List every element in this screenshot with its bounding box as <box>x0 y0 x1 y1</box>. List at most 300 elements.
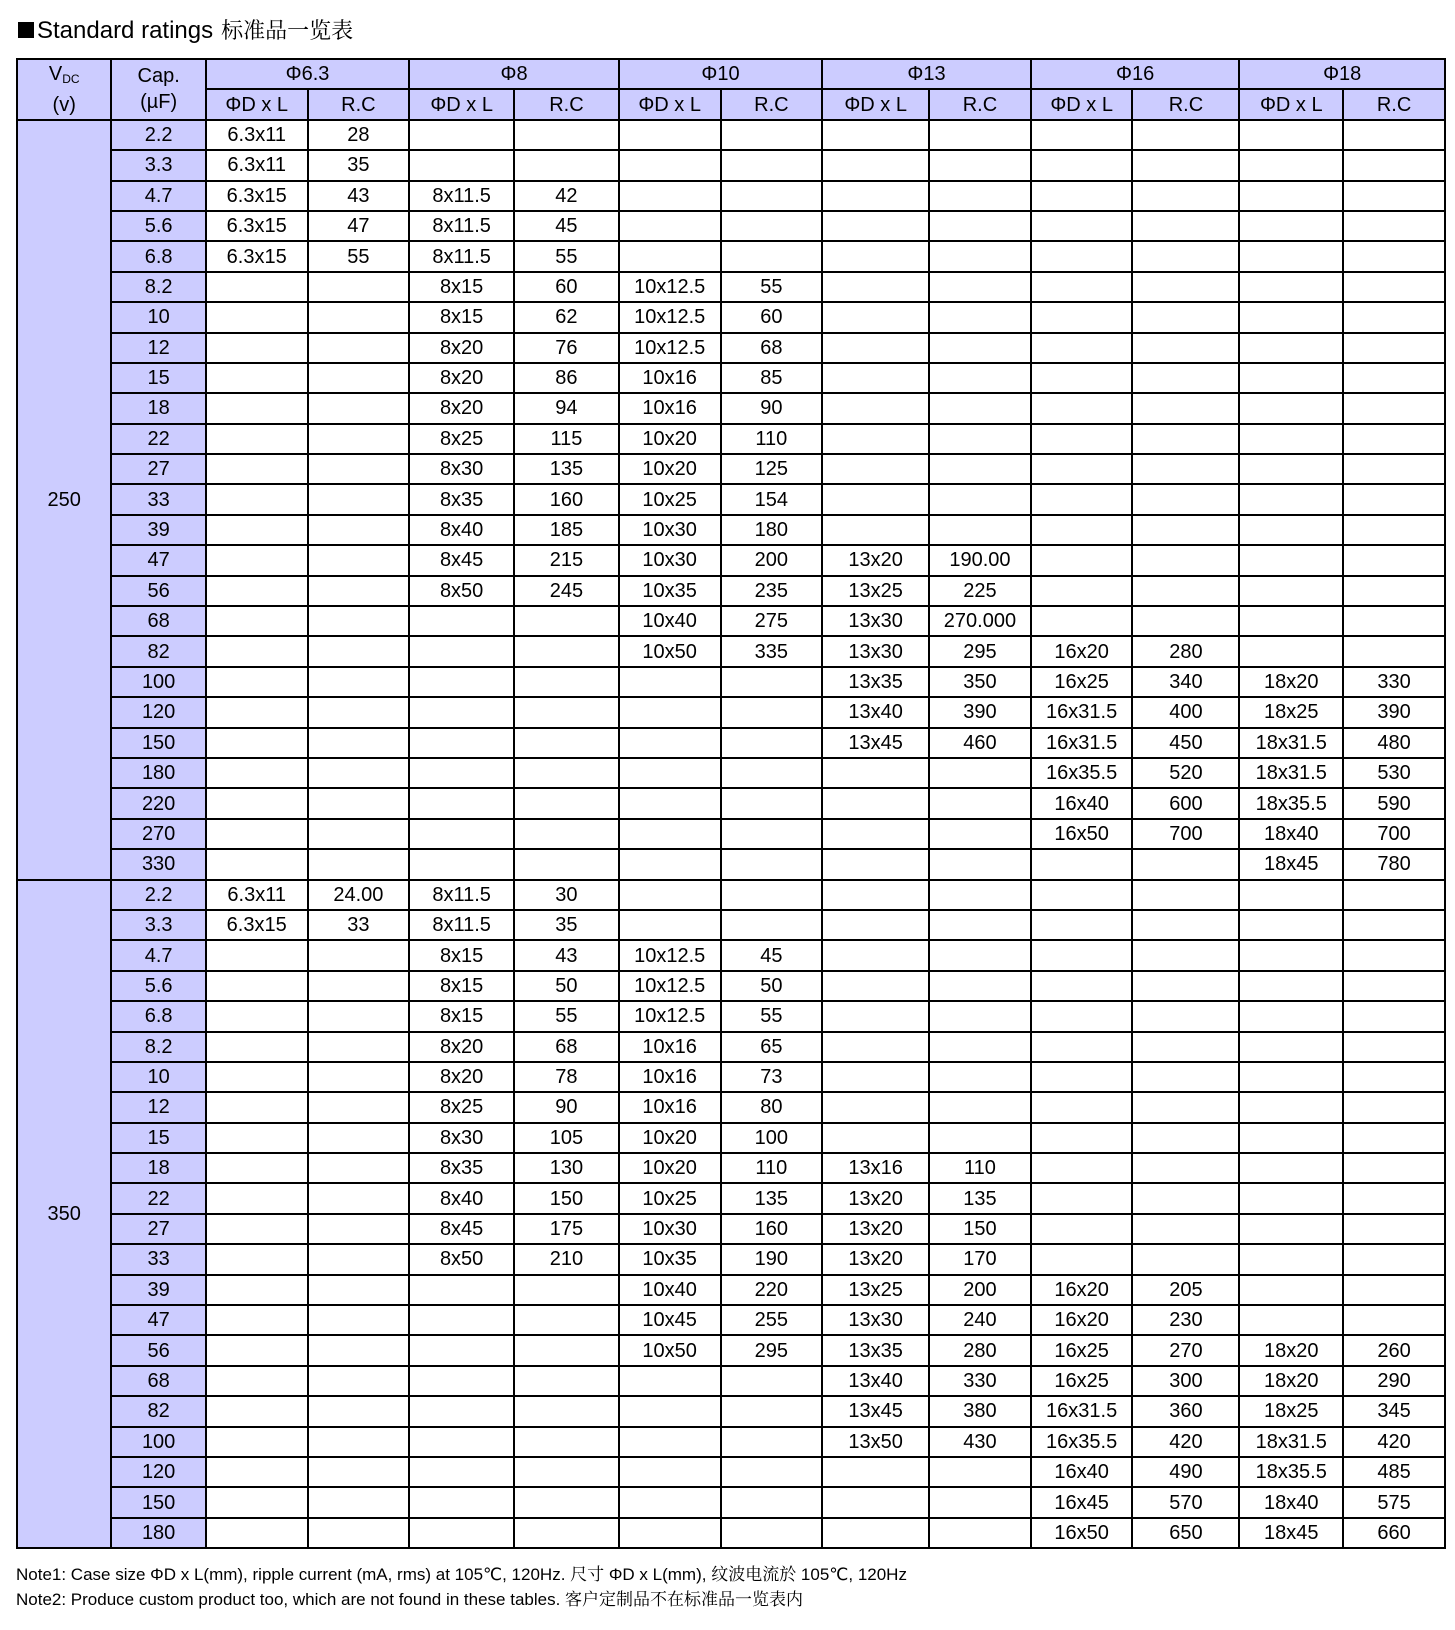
ripple-current-cell <box>1343 1244 1445 1274</box>
ripple-current-cell <box>308 272 410 302</box>
case-size-cell: 10x35 <box>619 576 721 606</box>
case-size-cell: 16x35.5 <box>1031 758 1133 788</box>
ripple-current-cell <box>308 758 410 788</box>
case-size-cell <box>619 819 721 849</box>
capacitance-cell: 120 <box>111 697 205 727</box>
capacitance-cell: 33 <box>111 484 205 514</box>
case-size-cell: 13x50 <box>822 1427 929 1457</box>
case-size-cell: 10x30 <box>619 545 721 575</box>
ripple-current-cell: 110 <box>721 424 823 454</box>
case-size-cell <box>409 1487 514 1517</box>
ripple-current-cell <box>1343 150 1445 180</box>
ripple-current-cell: 270 <box>1132 1335 1239 1365</box>
case-size-cell: 13x20 <box>822 1183 929 1213</box>
ripple-current-cell <box>308 1487 410 1517</box>
case-size-cell <box>822 880 929 910</box>
case-size-cell <box>619 758 721 788</box>
case-size-cell <box>1031 211 1133 241</box>
case-size-cell: 6.3x11 <box>206 150 308 180</box>
case-size-cell: 13x45 <box>822 728 929 758</box>
case-size-cell: 16x20 <box>1031 1305 1133 1335</box>
table-row <box>17 1032 1445 1062</box>
ripple-current-cell <box>1343 424 1445 454</box>
table-row <box>17 181 1445 211</box>
case-size-cell: 10x12.5 <box>619 333 721 363</box>
notes <box>16 1562 907 1612</box>
case-size-cell <box>822 181 929 211</box>
ripple-current-cell: 590 <box>1343 788 1445 818</box>
case-size-cell: 13x30 <box>822 606 929 636</box>
table-row <box>17 211 1445 241</box>
ripple-current-cell <box>721 211 823 241</box>
ripple-current-cell: 47 <box>308 211 410 241</box>
case-size-cell <box>1031 1153 1133 1183</box>
capacitance-cell: 180 <box>111 1518 205 1548</box>
ripple-current-cell <box>929 1518 1031 1548</box>
ripple-current-cell <box>929 211 1031 241</box>
table-row <box>17 667 1445 697</box>
ripple-current-cell: 450 <box>1132 728 1239 758</box>
case-size-cell <box>822 150 929 180</box>
case-size-cell: 8x11.5 <box>409 181 514 211</box>
ripple-current-cell <box>721 667 823 697</box>
capacitance-cell: 3.3 <box>111 150 205 180</box>
ripple-current-cell <box>1132 1153 1239 1183</box>
ripple-current-cell <box>1132 424 1239 454</box>
ripple-current-cell <box>514 1366 619 1396</box>
case-size-cell: 18x40 <box>1239 1487 1343 1517</box>
capacitance-cell: 82 <box>111 636 205 666</box>
ripple-current-cell: 86 <box>514 363 619 393</box>
ripple-current-cell <box>308 363 410 393</box>
capacitance-cell: 15 <box>111 363 205 393</box>
ripple-current-cell <box>1132 302 1239 332</box>
case-size-cell: 16x40 <box>1031 1457 1133 1487</box>
case-size-cell <box>1239 1123 1343 1153</box>
ripple-current-cell <box>1343 241 1445 271</box>
case-size-cell <box>619 667 721 697</box>
case-size-cell: 6.3x15 <box>206 910 308 940</box>
case-size-cell <box>206 1092 308 1122</box>
capacitance-cell: 3.3 <box>111 910 205 940</box>
ripple-current-cell <box>1132 1183 1239 1213</box>
ripple-current-cell <box>929 333 1031 363</box>
voltage-header-label: V <box>48 62 63 85</box>
case-size-cell <box>1239 393 1343 423</box>
case-size-cell: 18x20 <box>1239 1335 1343 1365</box>
ripple-current-cell: 345 <box>1343 1396 1445 1426</box>
case-size-cell <box>619 1427 721 1457</box>
case-size-cell <box>619 241 721 271</box>
ripple-current-cell <box>1132 393 1239 423</box>
ripple-current-cell <box>308 667 410 697</box>
case-size-cell <box>1239 1183 1343 1213</box>
capacitance-cell: 22 <box>111 424 205 454</box>
ripple-current-cell <box>308 1183 410 1213</box>
ripple-current-cell: 520 <box>1132 758 1239 788</box>
ripple-current-cell: 700 <box>1132 819 1239 849</box>
ripple-current-cell <box>1343 484 1445 514</box>
ripple-current-cell: 100 <box>721 1123 823 1153</box>
capacitance-cell: 5.6 <box>111 971 205 1001</box>
case-size-cell <box>619 120 721 150</box>
ripple-current-cell: 215 <box>514 545 619 575</box>
case-size-cell <box>1031 880 1133 910</box>
table-row <box>17 971 1445 1001</box>
case-size-cell <box>206 393 308 423</box>
case-size-cell <box>822 363 929 393</box>
case-size-cell: 8x50 <box>409 576 514 606</box>
ripple-current-cell <box>308 1518 410 1548</box>
ripple-current-cell <box>514 1457 619 1487</box>
case-size-cell: 8x40 <box>409 515 514 545</box>
ripple-current-cell <box>308 849 410 879</box>
ripple-current-subheader: R.C <box>721 89 823 119</box>
ripple-current-cell <box>308 1153 410 1183</box>
ripple-current-cell <box>1132 454 1239 484</box>
capacitance-cell: 68 <box>111 606 205 636</box>
case-size-cell <box>619 1487 721 1517</box>
case-size-cell: 10x20 <box>619 1153 721 1183</box>
ripple-current-cell <box>929 910 1031 940</box>
case-size-cell: 18x45 <box>1239 1518 1343 1548</box>
case-size-cell <box>409 1518 514 1548</box>
ripple-current-cell: 570 <box>1132 1487 1239 1517</box>
case-size-cell <box>1239 910 1343 940</box>
ripple-current-cell: 235 <box>721 576 823 606</box>
capacitance-cell: 270 <box>111 819 205 849</box>
ripple-current-cell: 24.00 <box>308 880 410 910</box>
case-size-cell: 10x50 <box>619 636 721 666</box>
ripple-current-cell <box>308 1062 410 1092</box>
case-size-cell <box>1239 424 1343 454</box>
ripple-current-cell <box>1343 272 1445 302</box>
ripple-current-cell <box>308 819 410 849</box>
ripple-current-cell: 60 <box>721 302 823 332</box>
ripple-current-cell <box>1132 849 1239 879</box>
table-row <box>17 302 1445 332</box>
capacitance-cell: 18 <box>111 1153 205 1183</box>
ripple-current-cell <box>308 1001 410 1031</box>
table-row <box>17 849 1445 879</box>
case-size-cell <box>206 1457 308 1487</box>
case-size-cell <box>619 1457 721 1487</box>
case-size-cell <box>1239 241 1343 271</box>
case-size-cell: 8x40 <box>409 1183 514 1213</box>
case-size-cell <box>619 181 721 211</box>
ripple-current-cell <box>929 241 1031 271</box>
ripple-current-cell: 135 <box>929 1183 1031 1213</box>
ripple-current-cell <box>1132 333 1239 363</box>
case-size-cell <box>1239 454 1343 484</box>
case-size-cell <box>206 1001 308 1031</box>
case-size-cell <box>822 515 929 545</box>
ripple-current-cell <box>1343 1032 1445 1062</box>
dimension-subheader: ΦD x L <box>206 89 308 119</box>
ripple-current-cell: 300 <box>1132 1366 1239 1396</box>
table-row <box>17 728 1445 758</box>
case-size-cell: 16x35.5 <box>1031 1427 1133 1457</box>
ripple-current-cell: 35 <box>514 910 619 940</box>
case-size-cell: 13x45 <box>822 1396 929 1426</box>
case-size-cell <box>409 606 514 636</box>
case-size-cell: 6.3x15 <box>206 241 308 271</box>
table-row <box>17 1214 1445 1244</box>
ripple-current-cell: 45 <box>514 211 619 241</box>
ripple-current-cell <box>721 1518 823 1548</box>
case-size-cell <box>1239 971 1343 1001</box>
ripple-current-cell <box>514 1335 619 1365</box>
case-size-cell <box>409 1335 514 1365</box>
ripple-current-cell <box>1132 241 1239 271</box>
case-size-cell <box>822 1487 929 1517</box>
ripple-current-cell <box>308 1457 410 1487</box>
ripple-current-cell <box>721 1427 823 1457</box>
ripple-current-cell <box>308 1032 410 1062</box>
case-size-cell <box>206 576 308 606</box>
ripple-current-cell: 360 <box>1132 1396 1239 1426</box>
ripple-current-cell: 190.00 <box>929 545 1031 575</box>
ripple-current-cell <box>1343 1305 1445 1335</box>
ripple-current-cell <box>308 393 410 423</box>
ripple-current-cell <box>1343 1062 1445 1092</box>
case-size-cell <box>206 1244 308 1274</box>
ripple-current-cell <box>1132 1123 1239 1153</box>
capacitance-cell: 39 <box>111 515 205 545</box>
ripple-current-cell: 185 <box>514 515 619 545</box>
ripple-current-cell <box>721 758 823 788</box>
capacitance-cell: 18 <box>111 393 205 423</box>
case-size-cell: 8x45 <box>409 545 514 575</box>
ripple-current-cell: 50 <box>721 971 823 1001</box>
case-size-cell <box>619 849 721 879</box>
table-row <box>17 910 1445 940</box>
table-row <box>17 424 1445 454</box>
case-size-cell: 10x40 <box>619 1275 721 1305</box>
case-size-cell: 8x35 <box>409 1153 514 1183</box>
case-size-cell <box>206 636 308 666</box>
case-size-cell: 8x45 <box>409 1214 514 1244</box>
case-size-cell: 16x40 <box>1031 788 1133 818</box>
ripple-current-cell <box>308 576 410 606</box>
ripple-current-cell <box>514 1427 619 1457</box>
case-size-cell: 13x40 <box>822 697 929 727</box>
ripple-current-cell: 43 <box>514 940 619 970</box>
table-row <box>17 1092 1445 1122</box>
case-size-cell: 10x35 <box>619 1244 721 1274</box>
case-size-cell: 8x30 <box>409 1123 514 1153</box>
case-size-cell: 16x31.5 <box>1031 697 1133 727</box>
ripple-current-cell: 390 <box>1343 697 1445 727</box>
capacitance-cell: 330 <box>111 849 205 879</box>
case-size-cell <box>822 1062 929 1092</box>
case-size-cell <box>1031 1123 1133 1153</box>
ripple-current-cell <box>514 1275 619 1305</box>
table-row <box>17 697 1445 727</box>
case-size-cell <box>1031 333 1133 363</box>
case-size-cell <box>1031 515 1133 545</box>
case-size-cell: 13x16 <box>822 1153 929 1183</box>
ripple-current-cell: 80 <box>721 1092 823 1122</box>
ripple-current-cell: 62 <box>514 302 619 332</box>
ripple-current-cell: 485 <box>1343 1457 1445 1487</box>
ripple-current-cell: 180 <box>721 515 823 545</box>
ripple-current-cell <box>929 1001 1031 1031</box>
case-size-cell: 18x20 <box>1239 667 1343 697</box>
case-size-cell <box>1031 606 1133 636</box>
case-size-cell <box>409 728 514 758</box>
case-size-cell <box>409 849 514 879</box>
ripple-current-cell: 295 <box>721 1335 823 1365</box>
case-size-cell: 8x20 <box>409 1032 514 1062</box>
ripple-current-cell: 780 <box>1343 849 1445 879</box>
ripple-current-cell <box>929 302 1031 332</box>
ripple-current-cell <box>308 606 410 636</box>
ripple-current-cell <box>929 971 1031 1001</box>
case-size-cell <box>206 697 308 727</box>
case-size-cell: 8x30 <box>409 454 514 484</box>
capacitance-cell: 82 <box>111 1396 205 1426</box>
ripple-current-cell: 295 <box>929 636 1031 666</box>
capacitance-cell: 15 <box>111 1123 205 1153</box>
case-size-cell: 8x25 <box>409 1092 514 1122</box>
case-size-cell <box>1031 393 1133 423</box>
case-size-cell <box>1031 1092 1133 1122</box>
case-size-cell <box>409 1305 514 1335</box>
table-row <box>17 363 1445 393</box>
table-row <box>17 576 1445 606</box>
case-size-cell <box>1239 1244 1343 1274</box>
case-size-cell <box>206 515 308 545</box>
ripple-current-cell: 150 <box>929 1214 1031 1244</box>
ripple-current-cell <box>1132 576 1239 606</box>
case-size-cell <box>822 1457 929 1487</box>
case-size-cell: 6.3x11 <box>206 880 308 910</box>
capacitance-cell: 10 <box>111 1062 205 1092</box>
ripple-current-cell <box>929 393 1031 423</box>
ripple-current-cell <box>308 424 410 454</box>
ripple-current-cell: 335 <box>721 636 823 666</box>
capacitance-header <box>111 59 205 120</box>
ripple-current-cell: 73 <box>721 1062 823 1092</box>
table-row <box>17 241 1445 271</box>
case-size-cell: 13x40 <box>822 1366 929 1396</box>
ripple-current-subheader: R.C <box>929 89 1031 119</box>
case-size-cell <box>822 393 929 423</box>
table-row <box>17 819 1445 849</box>
table-row <box>17 788 1445 818</box>
case-size-cell <box>822 272 929 302</box>
ripple-current-cell: 530 <box>1343 758 1445 788</box>
capacitance-cell: 56 <box>111 1335 205 1365</box>
capacitance-cell: 12 <box>111 333 205 363</box>
ripple-current-cell <box>929 424 1031 454</box>
case-size-cell <box>206 1214 308 1244</box>
case-size-cell: 8x20 <box>409 1062 514 1092</box>
voltage-header-unit: (v) <box>52 93 76 116</box>
case-size-cell <box>1031 849 1133 879</box>
case-size-cell: 18x31.5 <box>1239 728 1343 758</box>
case-size-cell <box>619 211 721 241</box>
ripple-current-cell <box>929 1062 1031 1092</box>
case-size-cell <box>206 758 308 788</box>
ripple-current-cell <box>514 697 619 727</box>
ripple-current-cell: 110 <box>929 1153 1031 1183</box>
case-size-cell <box>409 1427 514 1457</box>
case-size-cell <box>206 1062 308 1092</box>
ripple-current-cell <box>929 150 1031 180</box>
note-2: Note2: Produce custom product too, which are not found in these tables. 客户定制品不在标准品一览表内 <box>16 1590 804 1609</box>
ripple-current-cell <box>929 120 1031 150</box>
case-size-cell <box>822 1001 929 1031</box>
case-size-cell <box>822 910 929 940</box>
ripple-current-cell: 175 <box>514 1214 619 1244</box>
capacitance-cell: 27 <box>111 1214 205 1244</box>
case-size-cell: 16x50 <box>1031 819 1133 849</box>
case-size-cell <box>822 211 929 241</box>
ripple-current-cell <box>1132 1092 1239 1122</box>
capacitance-cell: 6.8 <box>111 241 205 271</box>
ripple-current-cell <box>1343 971 1445 1001</box>
table-row <box>17 1275 1445 1305</box>
case-size-cell <box>206 1335 308 1365</box>
case-size-cell <box>1239 302 1343 332</box>
ripple-current-cell <box>721 910 823 940</box>
case-size-cell <box>1031 272 1133 302</box>
ripple-current-cell: 330 <box>929 1366 1031 1396</box>
case-size-cell <box>1239 1214 1343 1244</box>
case-size-cell: 16x31.5 <box>1031 1396 1133 1426</box>
ripple-current-cell: 400 <box>1132 697 1239 727</box>
case-size-cell <box>1031 1183 1133 1213</box>
case-size-cell <box>1031 1244 1133 1274</box>
ripple-current-cell <box>721 1457 823 1487</box>
case-size-cell: 10x50 <box>619 1335 721 1365</box>
case-size-cell: 8x11.5 <box>409 211 514 241</box>
table-row <box>17 880 1445 910</box>
case-size-cell <box>206 728 308 758</box>
case-size-cell <box>206 788 308 818</box>
ripple-current-cell: 240 <box>929 1305 1031 1335</box>
table-row <box>17 515 1445 545</box>
case-size-cell <box>206 484 308 514</box>
table-row <box>17 1366 1445 1396</box>
case-size-cell <box>409 1396 514 1426</box>
case-size-cell <box>619 728 721 758</box>
case-size-cell <box>822 484 929 514</box>
ripple-current-cell: 280 <box>1132 636 1239 666</box>
case-size-cell: 8x15 <box>409 940 514 970</box>
ripple-current-cell <box>1343 333 1445 363</box>
ripple-current-cell: 230 <box>1132 1305 1239 1335</box>
ripple-current-cell: 35 <box>308 150 410 180</box>
case-size-cell <box>1031 150 1133 180</box>
ripple-current-cell <box>1132 880 1239 910</box>
ripple-current-cell: 50 <box>514 971 619 1001</box>
ripple-current-cell <box>1343 1123 1445 1153</box>
ripple-current-cell <box>929 181 1031 211</box>
case-size-cell <box>206 1396 308 1426</box>
case-size-cell: 8x11.5 <box>409 241 514 271</box>
ripple-current-cell <box>514 1305 619 1335</box>
capacitance-cell: 220 <box>111 788 205 818</box>
ripple-current-cell <box>514 120 619 150</box>
capacitance-cell: 27 <box>111 454 205 484</box>
table-row <box>17 1153 1445 1183</box>
capacitance-cell: 100 <box>111 667 205 697</box>
case-size-cell: 10x12.5 <box>619 971 721 1001</box>
case-size-cell <box>822 424 929 454</box>
